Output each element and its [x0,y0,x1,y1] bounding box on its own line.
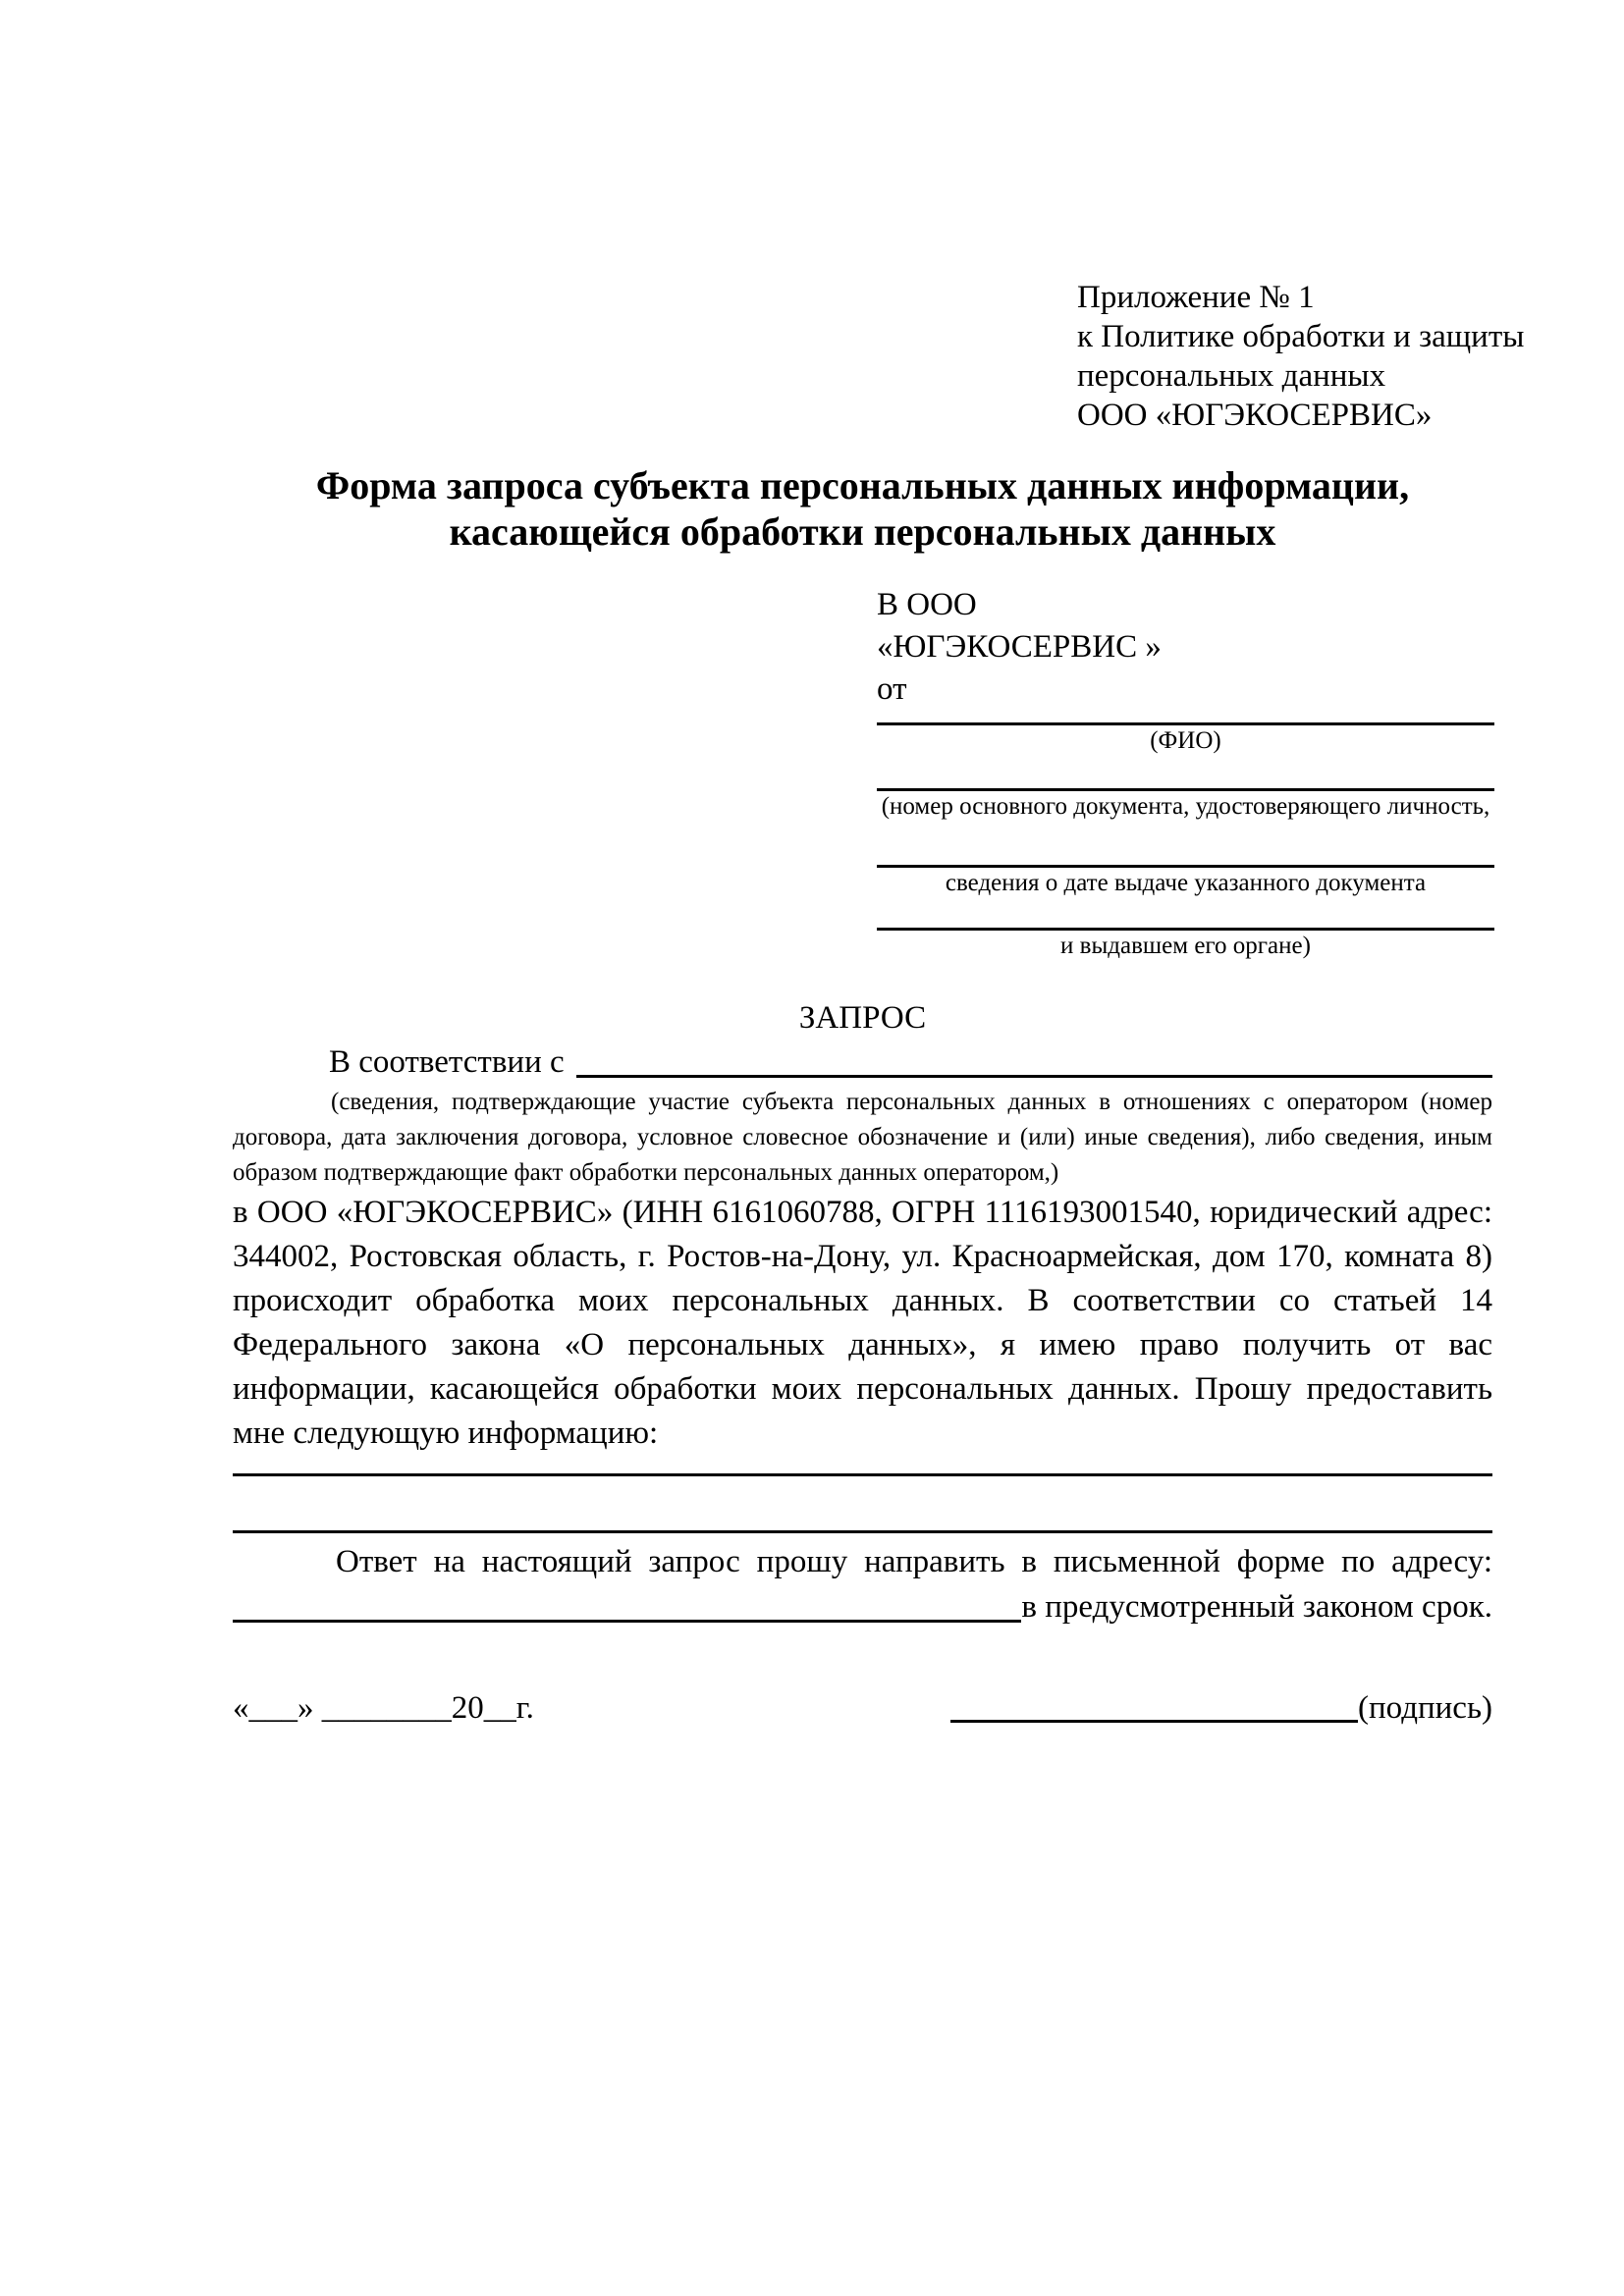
title-line-1: Форма запроса субъекта персональных данных информации, [315,463,1410,507]
reply-address-line [233,1584,1492,1629]
issue-date-caption: сведения о дате выдаче указанного документа [945,870,1427,896]
title-line-2: касающейся обработки персональных данных [449,509,1276,554]
appendix-line-4: ООО «ЮГЭКОСЕРВИС» [1077,398,1433,433]
footnote-text: (сведения, подтверждающие участие субъекта персональных данных в отношениях с оператором (номер договора, дата заключения договора, условное словесное обозначение и (или) иные сведения), либо сведения, иным образом подтверждающие факт обработки персональных данных оператором,) [233,1089,1492,1186]
fio-caption: (ФИО) [1150,727,1221,754]
signature-caption: (подпись) [1358,1690,1492,1726]
intro-line [233,1040,1492,1085]
reply-suffix: в предусмотренный законом срок. [1021,1589,1492,1625]
info-blank-line-2 [233,1530,1492,1533]
body-paragraph: в ООО «ЮГЭКОСЕРВИС» (ИНН 6161060788, ОГРН 1116193001540, юридический адрес: 344002, Ростовская область, г. Ростов-на-Дону, ул. Красноармейская, дом 170, комната 8) происходит обработка моих персональных данных. В соответствии со статьей 14 Федерального закона «О персональных данных», я имею право получить от вас информации, касающейся обработки моих персональных данных. Прошу предоставить мне следующую информацию: [233,1195,1492,1451]
document-title [233,462,1492,555]
addressee-company-line-1: В ООО [877,587,977,622]
addressee-block [877,584,1494,961]
date-line: «___» ________20__г. [233,1690,534,1726]
appendix-line-3: персональных данных [1077,358,1386,394]
addressee-from-label: от [877,671,907,707]
footer-row [233,1686,1492,1730]
request-heading: ЗАПРОС [798,1000,927,1036]
signature-blank-line [950,1720,1358,1723]
info-blank-line-1 [233,1473,1492,1476]
appendix-block [1077,278,1525,435]
appendix-line-1: Приложение № 1 [1077,280,1315,315]
appendix-line-2: к Политике обработки и защиты [1077,319,1525,354]
addressee-company-line-2: «ЮГЭКОСЕРВИС » [877,629,1162,665]
address-blank-line [233,1620,1021,1623]
intro-prefix: В соответствии с [329,1044,565,1080]
reply-address-sentence: Ответ на настоящий запрос прошу направить в письменной форме по адресу: [336,1544,1492,1579]
doc-number-caption: (номер основного документа, удостоверяющего личность, [881,793,1490,820]
issuer-caption: и выдавшем его органе) [1060,933,1311,959]
signature-area [950,1686,1492,1730]
intro-blank-line [576,1075,1492,1078]
